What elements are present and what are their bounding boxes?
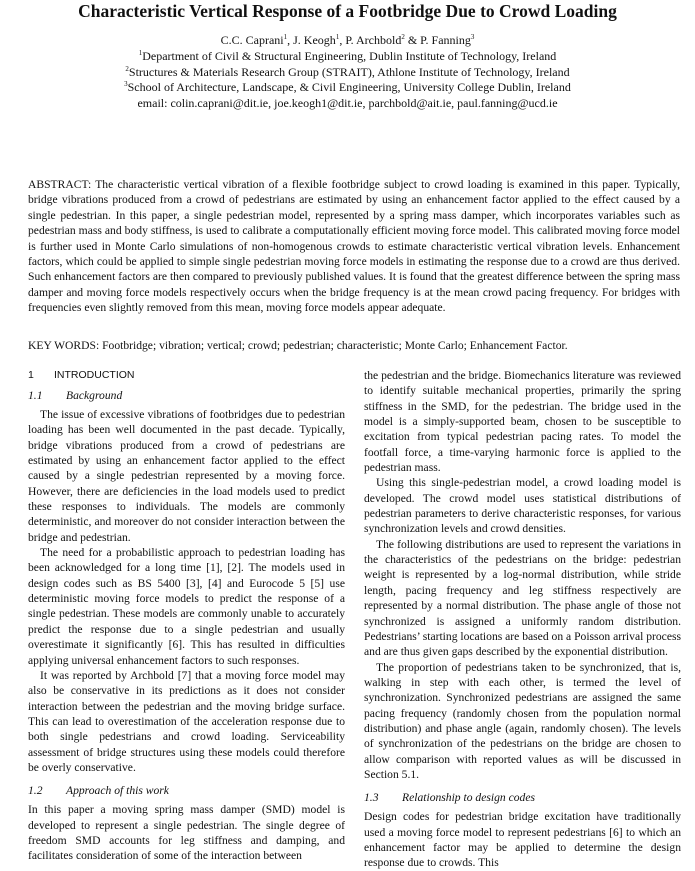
subsection-heading: 1.1 Background — [28, 389, 123, 402]
paper-title: Characteristic Vertical Response of a Footbridge Due to Crowd Loading — [78, 1, 617, 21]
abstract: ABSTRACT: The characteristic vertical vibration of a flexible footbridge subject to crowd loading is examined in this paper. Typically, bridge vibrations produced from a crowd of pedestrians are estimated by using an enhancement factor applied to the effect caused by a single pedestrian. In this paper, a single pedestrian model, represented by a spring mass damper, which incorporates variables such as pedestrian mass and body stiffness, is used to calibrate a computationally efficient moving force model. This calibrated moving force model is further used in Monte Carlo simulations of non-homogenous crowds to estimate characteristic vertical vibration levels. Enhancement factors, which could be applied to simple single pedestrian moving force models in estimating the response due to a crowd are thus derived. Such enhancement factors are then compared to previously published values. It is found that the greatest difference between the spring mass damper and moving force models respectively occurs when the bridge frequency is at the mean crowd pacing frequency. For bridges with frequencies even slightly removed from this mean, moving force models appear adequate. — [28, 178, 680, 315]
affiliation: $^3$School of Architecture, Landscape, & Civil Engineering, University College Dublin, Ireland — [124, 80, 571, 94]
paragraph: The need for a probabilistic approach to pedestrian loading has been acknowledged for a long time [1], [2]. The models used in design codes such as BS 5400 [3], [4] and Eurocode 5 [5] use deterministic moving force models to predict the response of a single pedestrian. These models are commonly unable to accurately predict the response due to a single pedestrian and usually overestimate it significantly [6]. This has resulted in difficulties applying universal enhancement factors to such responses. — [28, 546, 345, 667]
author-name: J. Keogh — [293, 33, 336, 47]
author-list: C.C. Caprani$^1$, J. Keogh$^1$, P. Archbold$^2$ & P. Fanning$^3$ — [220, 33, 475, 47]
right-column — [364, 368, 681, 871]
author-name: P. Fanning — [420, 33, 471, 47]
paragraph: In this paper a moving spring mass damper (SMD) model is developed to represent a single pedestrian. The single degree of freedom SMD accounts for leg stiffness and damping, and facilitates consideration of some of the interaction between — [28, 803, 345, 863]
left-column — [28, 368, 345, 864]
author-emails: email: colin.caprani@dit.ie, joe.keogh1@dit.ie, parchbold@ait.ie, paul.fanning@ucd.ie — [137, 95, 558, 110]
paragraph: The proportion of pedestrians taken to be synchronized, that is, walking in step with each other, is termed the level of synchronization. Synchronized pedestrians are assigned the same pacing frequency (randomly chosen from the population normal distribution) and phase angle (again, randomly chosen). The levels of synchronization of the pedestrians on the bridge are chosen to allow comparison with reported values as will be discussed in Section 5.1. — [364, 660, 681, 781]
affiliations — [0, 49, 695, 111]
subsection-heading: 1.3 Relationship to design codes — [364, 791, 535, 805]
paragraph: It was reported by Archbold [7] that a moving force model may also be conservative in its predictions as it does not consider interaction between the pedestrian and the moving bridge surface. This can lead to overestimation of the acceleration response due to both single pedestrians and crowd loading. Serviceability assessment of bridge structures using these models could therefore be overly conservative. — [28, 668, 345, 774]
affiliation: $^1$Department of Civil & Structural Engineering, Dublin Institute of Technology, Ireland — [138, 49, 557, 63]
author-name: C.C. Caprani — [220, 33, 284, 47]
section-heading: 1 INTRODUCTION — [28, 369, 135, 381]
affiliation: $^2$Structures & Materials Research Group (STRAIT), Athlone Institute of Technology, Ireland — [125, 64, 570, 79]
paragraph: The following distributions are used to represent the variations in the characteristics of the pedestrians on the bridge: pedestrian weight is represented by a log-normal distribution, while stride length, pacing frequency and leg stiffness respectively are represented by a normal distribution. The phase angle of those not synchronized is assigned a uniformly random distribution. Pedestrians’ starting locations are based on a Poisson arrival process and are thus given gaps described by the exponential distribution. — [364, 537, 681, 659]
keywords: KEY WORDS: Footbridge; vibration; vertical; crowd; pedestrian; characteristic; Monte Carlo; Enhancement Factor. — [28, 339, 568, 352]
paragraph: the pedestrian and the bridge. Biomechanics literature was reviewed to identify suitable mechanical properties, primarily the spring stiffness in the SMD, for the pedestrian. The bridge used in the model is a simply-supported beam, chosen to be susceptible to excitation from typical pedestrian pacing rates. To model the footfall force, a time-varying harmonic force is applied to the pedestrian mass. — [364, 369, 681, 475]
paragraph: The issue of excessive vibrations of footbridges due to pedestrian loading has been well documented in the past decade. Typically, bridge vibrations produced from a crowd of pedestrians are estimated by using an enhancement factor applied to the effect caused by a single pedestrian represented by a moving force. However, there are deficiencies in the load models used to predict these responses to individuals. The models are commonly deterministic, and moreover do not consider interaction between the bridge and pedestrian. — [28, 408, 345, 544]
subsection-heading: 1.2 Approach of this work — [28, 784, 169, 798]
paragraph: Design codes for pedestrian bridge excitation have traditionally used a moving force model to represent pedestrians [6] to which an enhancement factor may be applied to determine the design response due to crowds. This — [364, 810, 681, 870]
author-name: P. Archbold — [345, 33, 402, 47]
paragraph: Using this single-pedestrian model, a crowd loading model is developed. The crowd model uses statistical distributions of pedestrian parameters to derive characteristic responses, for various synchronization levels and crowd densities. — [364, 476, 681, 536]
